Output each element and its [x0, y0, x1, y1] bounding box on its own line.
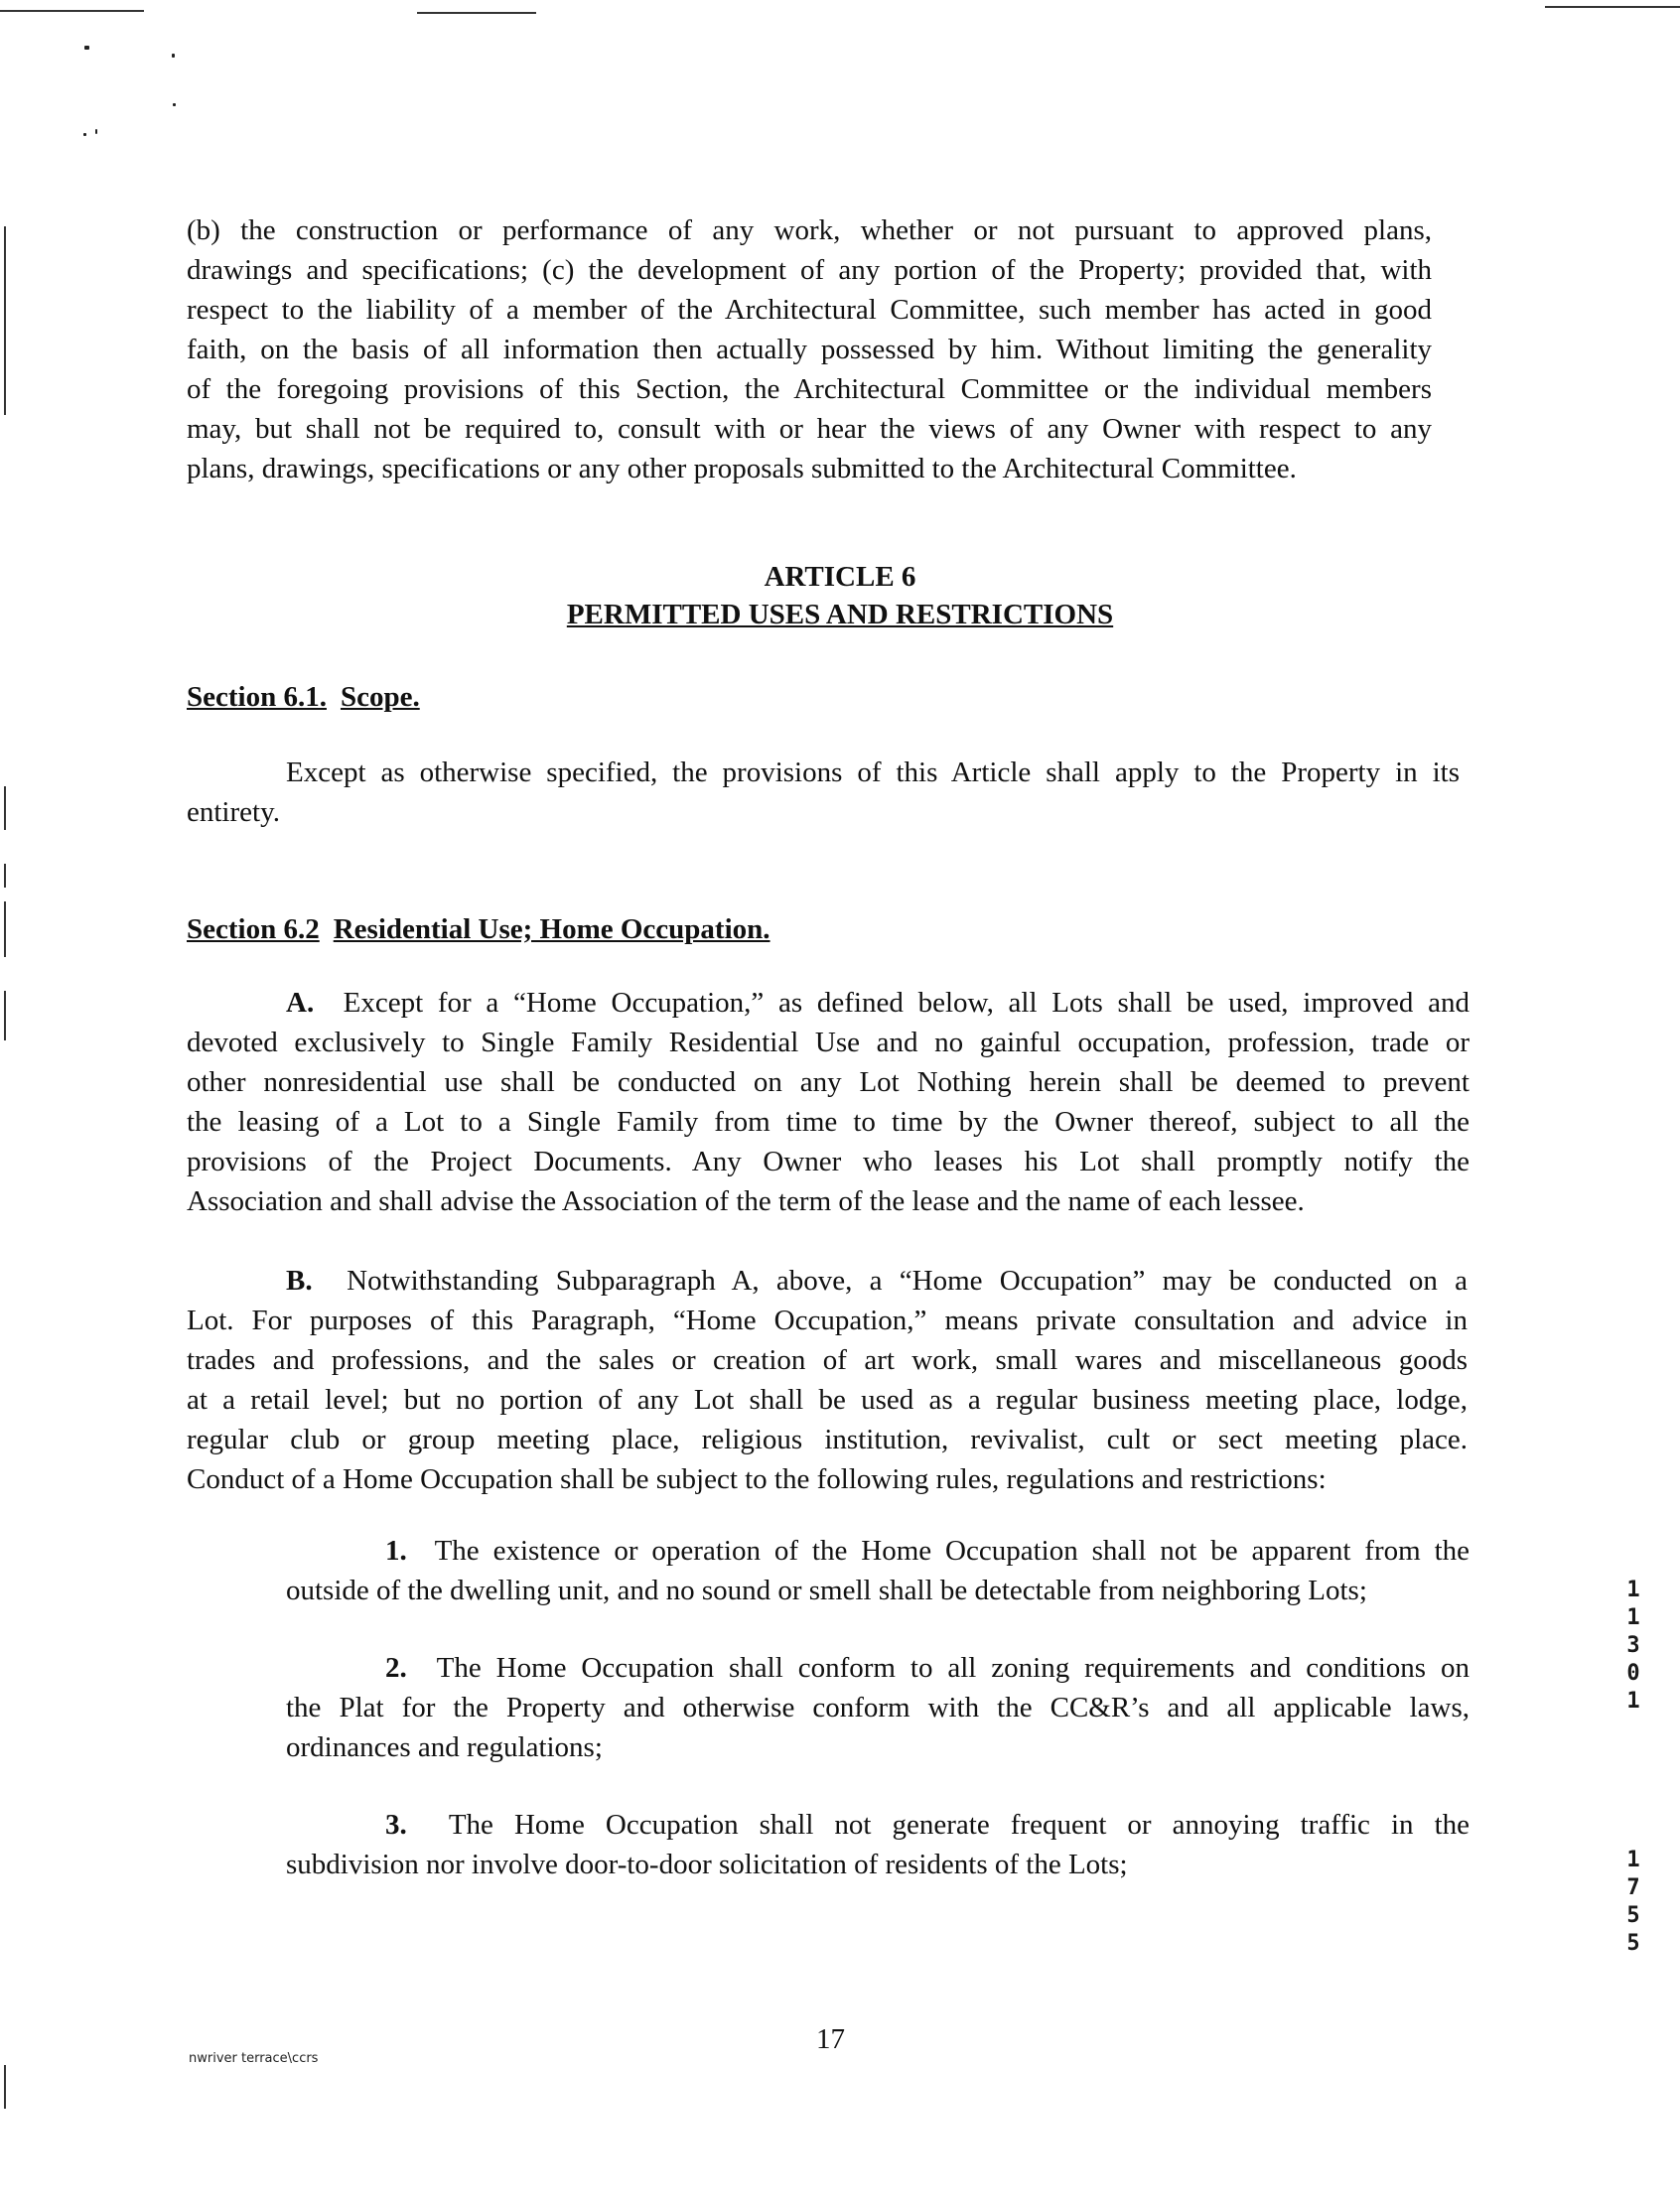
text-line: (b) the construction or performance of any work, whether or not pursuant to approved plans, — [187, 214, 1432, 246]
scan-speck — [95, 129, 97, 134]
stamp-char: 3 — [1626, 1633, 1640, 1658]
text-line: drawings and specifications; (c) the development of any portion of the Property; provided that, with — [187, 254, 1432, 286]
text-line — [187, 983, 1470, 1023]
text-line: may, but shall not be required to, consult with or hear the views of any Owner with respect to any — [187, 413, 1432, 445]
text-line: the Plat for the Property and otherwise conform with the CC&R’s and all applicable laws, — [286, 1692, 1470, 1723]
rule-number: 2. — [385, 1652, 407, 1684]
rule-number: 1. — [385, 1535, 407, 1567]
text-line: plans, drawings, specifications or any other proposals submitted to the Architectural Committee. — [187, 453, 1297, 484]
stamp-char: 1 — [1626, 1605, 1640, 1630]
text-line: Lot. For purposes of this Paragraph, “Home Occupation,” means private consultation and advice in — [187, 1305, 1468, 1336]
scan-speck — [173, 103, 176, 106]
text-line: devoted exclusively to Single Family Residential Use and no gainful occupation, profession, trade or — [187, 1027, 1470, 1058]
rule-2 — [286, 1648, 1470, 1767]
article-title: PERMITTED USES AND RESTRICTIONS — [566, 599, 1114, 630]
rule-text: The existence or operation of the Home Occupation shall not be apparent from the — [434, 1535, 1470, 1567]
text-line: Conduct of a Home Occupation shall be subject to the following rules, regulations and restrictions: — [187, 1463, 1327, 1495]
scan-speck — [84, 46, 89, 50]
text-line: at a retail level; but no portion of any Lot shall be used as a regular business meeting place, lodge, — [187, 1384, 1468, 1416]
paragraph-lead: A. — [286, 987, 315, 1019]
paragraph-text: Notwithstanding Subparagraph A, above, a “Home Occupation” may be conducted on a — [347, 1265, 1468, 1297]
text-line: subdivision nor involve door-to-door solicitation of residents of the Lots; — [286, 1849, 1128, 1880]
recording-stamp — [1618, 1579, 1648, 1956]
stamp-char: 1 — [1626, 1848, 1640, 1872]
text-line — [286, 1805, 1470, 1845]
text-line: outside of the dwelling unit, and no sound or smell shall be detectable from neighboring Lots; — [286, 1575, 1367, 1606]
footer-file-path: nwriver terrace\ccrs — [189, 2051, 319, 2066]
paragraph-a — [187, 983, 1470, 1221]
stamp-char: 5 — [1626, 1903, 1640, 1928]
section-number: Section 6.1. — [187, 681, 327, 713]
scan-artifact-left-5 — [4, 991, 6, 1040]
rule-text: The Home Occupation shall not generate frequent or annoying traffic in the — [448, 1809, 1470, 1841]
text-line: ordinances and regulations; — [286, 1731, 603, 1763]
scan-artifact-top-left — [0, 10, 144, 12]
scan-artifact-left-6 — [4, 2065, 6, 2109]
text-line — [187, 1261, 1468, 1301]
section-number: Section 6.2 — [187, 913, 320, 945]
stamp-top-group — [1626, 1579, 1639, 1714]
stamp-char: 1 — [1626, 1578, 1640, 1602]
text-line — [286, 1648, 1470, 1688]
text-line: respect to the liability of a member of the Architectural Committee, such member has acted in good — [187, 294, 1432, 326]
rule-3 — [286, 1805, 1470, 1884]
scan-artifact-top-right — [1545, 6, 1680, 8]
text-line: Except as otherwise specified, the provisions of this Article shall apply to the Property in its — [286, 757, 1460, 788]
paragraph-text: Except for a “Home Occupation,” as defined below, all Lots shall be used, improved and — [343, 987, 1470, 1019]
text-line: entirety. — [187, 796, 280, 828]
scan-artifact-left-4 — [4, 901, 6, 957]
stamp-char: 5 — [1626, 1931, 1640, 1956]
text-line: Association and shall advise the Association of the term of the lease and the name of each lessee. — [187, 1185, 1305, 1217]
scan-artifact-top-center — [417, 12, 536, 14]
scan-artifact-left-3 — [4, 864, 6, 888]
text-line: the leasing of a Lot to a Single Family from time to time by the Owner thereof, subject to all the — [187, 1106, 1470, 1138]
text-line: regular club or group meeting place, religious institution, revivalist, cult or sect meeting place. — [187, 1424, 1468, 1455]
rule-1 — [286, 1531, 1470, 1610]
rule-text: The Home Occupation shall conform to all zoning requirements and conditions on — [436, 1652, 1470, 1684]
continuation-paragraph — [187, 210, 1432, 488]
section-title: Residential Use; Home Occupation. — [333, 913, 770, 945]
stamp-char: 7 — [1626, 1875, 1640, 1900]
text-line: trades and professions, and the sales or creation of art work, small wares and miscellaneous goods — [187, 1344, 1468, 1376]
section-6-1-paragraph — [187, 753, 1460, 832]
stamp-bottom-group — [1626, 1849, 1639, 1956]
paragraph-lead: B. — [286, 1265, 313, 1297]
rule-number: 3. — [385, 1809, 407, 1841]
article-number: ARTICLE 6 — [764, 561, 916, 593]
page-number: 17 — [816, 2023, 845, 2055]
scan-artifact-left-1 — [4, 226, 6, 415]
text-line: other nonresidential use shall be conducted on any Lot Nothing herein shall be deemed to prevent — [187, 1066, 1470, 1098]
text-line: faith, on the basis of all information then actually possessed by him. Without limiting the generality — [187, 334, 1432, 365]
section-6-2-heading — [187, 913, 770, 946]
text-line: provisions of the Project Documents. Any Owner who leases his Lot shall promptly notify the — [187, 1146, 1470, 1177]
scan-speck — [172, 54, 175, 58]
stamp-char: 1 — [1626, 1689, 1640, 1714]
text-line: of the foregoing provisions of this Section, the Architectural Committee or the individual members — [187, 373, 1432, 405]
paragraph-b — [187, 1261, 1468, 1499]
article-heading — [0, 558, 1680, 633]
section-6-1-heading — [187, 681, 420, 714]
stamp-char: 0 — [1626, 1661, 1640, 1686]
scan-speck — [83, 133, 86, 136]
section-title: Scope. — [340, 681, 420, 713]
scan-artifact-left-2 — [4, 786, 6, 830]
text-line — [286, 1531, 1470, 1571]
